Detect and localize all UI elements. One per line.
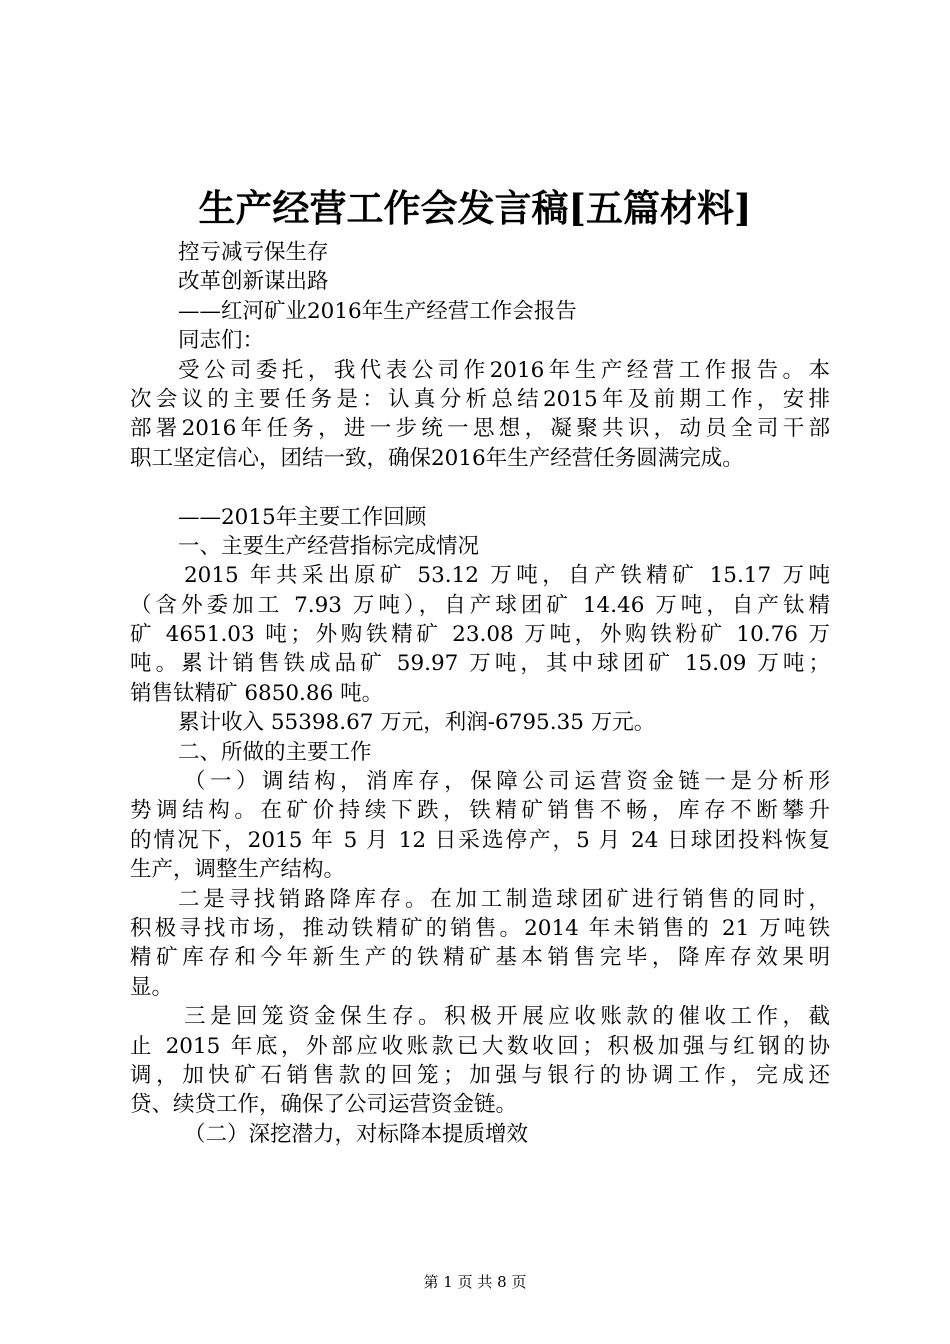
paragraph-line: 受公司委托，我代表公司作2016年生产经营工作报告。本	[178, 357, 830, 383]
subtitle-line-3: ——红河矿业2016年生产经营工作会报告	[178, 298, 577, 324]
paragraph-line: 累计收入 55398.67 万元，利润-6795.35 万元。	[178, 710, 656, 736]
paragraph-line: 二是寻找销路降库存。在加工制造球团矿进行销售的同时，	[178, 886, 830, 912]
section-heading: ——2015年主要工作回顾	[178, 504, 427, 530]
paragraph-line: 止 2015 年底，外部应收账款已大数收回；积极加强与红钢的协	[130, 1033, 830, 1059]
section-heading: 一、主要生产经营指标完成情况	[178, 533, 480, 559]
paragraph-line: 调，加快矿石销售款的回笼；加强与银行的协调工作，完成还	[130, 1062, 830, 1088]
section-heading: （二）深挖潜力，对标降本提质增效	[184, 1121, 529, 1147]
paragraph-line: 销售钛精矿 6850.86 吨。	[130, 680, 384, 706]
paragraph-line: 矿 4651.03 吨；外购铁精矿 23.08 万吨，外购铁粉矿 10.76 万	[130, 622, 830, 648]
paragraph-line: （一）调结构，消库存，保障公司运营资金链一是分析形	[184, 769, 830, 795]
document-title: 生产经营工作会发言稿[五篇材料]	[198, 186, 752, 230]
paragraph-line: 势调结构。在矿价持续下跌，铁精矿销售不畅，库存不断攀升	[130, 798, 830, 824]
salutation: 同志们：	[178, 328, 265, 354]
paragraph-line: 生产，调整生产结构。	[130, 857, 346, 883]
paragraph-line: 的情况下，2015 年 5 月 12 日采选停产，5 月 24 日球团投料恢复	[130, 827, 830, 853]
spacer	[130, 473, 830, 502]
subtitle-line-1: 控亏减亏保生存	[178, 240, 329, 265]
paragraph-line: 精矿库存和今年新生产的铁精矿基本销售完毕，降库存效果明	[130, 945, 830, 971]
paragraph-line: 次会议的主要任务是：认真分析总结2015年及前期工作，安排	[130, 386, 830, 412]
paragraph-line: 积极寻找市场，推动铁精矿的销售。2014 年未销售的 21 万吨铁	[130, 915, 830, 941]
paragraph-line: 部署2016年任务，进一步统一思想，凝聚共识，动员全司干部	[130, 416, 830, 442]
paragraph-line: 贷、续贷工作，确保了公司运营资金链。	[130, 1092, 518, 1118]
paragraph-line: 2015 年共采出原矿 53.12 万吨，自产铁精矿 15.17 万吨	[184, 563, 830, 589]
subtitle-line-2: 改革创新谋出路	[178, 269, 329, 295]
paragraph-line: 吨。累计销售铁成品矿 59.97 万吨，其中球团矿 15.09 万吨；	[130, 651, 830, 677]
page-number-footer: 第 1 页 共 8 页	[423, 1273, 527, 1291]
paragraph-line: （含外委加工 7.93 万吨），自产球团矿 14.46 万吨，自产钛精	[130, 592, 830, 618]
paragraph-line: 三是回笼资金保生存。积极开展应收账款的催收工作，截	[184, 1004, 830, 1030]
paragraph-line: 显。	[130, 974, 174, 1000]
paragraph-line: 职工坚定信心，团结一致，确保2016年生产经营任务圆满完成。	[130, 445, 744, 471]
section-heading: 二、所做的主要工作	[178, 739, 372, 765]
document-body	[130, 238, 830, 1149]
